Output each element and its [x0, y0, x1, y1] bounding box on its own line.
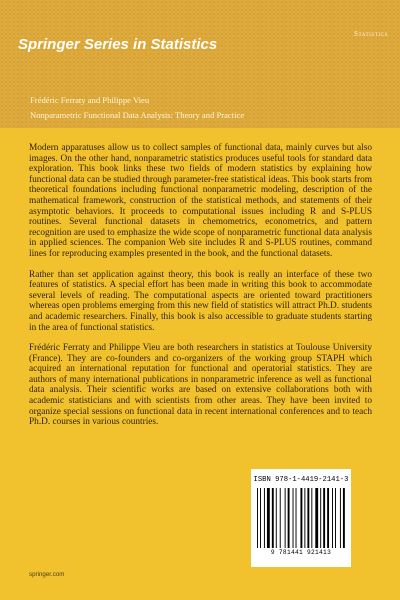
barcode-box	[251, 469, 351, 567]
paragraph: Frédéric Ferraty and Philippe Vieu are both researchers in statistics at Toulouse University (France). They are co-founders and co-organizers of the working group STAPH which acquired an international reputation for functional and operatorial statistics. They are authors of many international publications in nonparametric inference as well as functional data analysis. Their scientific works are based on extensive collaborations both with academic statisticians and with scientists from other areas. They have been invited to organize special sessions on functional data in recent international conferences and to teach Ph.D. courses in various countries.	[29, 343, 372, 428]
barcode-digits: 9 781441 921413	[270, 549, 332, 556]
publisher-url: springer.com	[29, 571, 65, 578]
barcode-icon	[257, 488, 345, 548]
book-title: Nonparametric Functional Data Analysis: Theory and Practice	[30, 110, 245, 120]
series-title: Springer Series in Statistics	[18, 36, 218, 53]
subject-label: Statistics	[354, 30, 388, 38]
back-cover-text	[29, 143, 372, 438]
authors-line: Frédéric Ferraty and Philippe Vieu	[30, 95, 150, 105]
isbn-label: ISBN 978-1-4419-2141-3	[253, 476, 349, 484]
header-band	[0, 0, 400, 128]
paragraph: Modern apparatuses allow us to collect samples of functional data, mainly curves but also images. On the other hand, nonparametric statistics produces useful tools for standard data exploration. This book links these two fields of modern statistics by explaining how functional data can be studied through parameter-free statistical ideas. This book starts from theoretical foundations including functional nonparametric modeling, description of the mathematical framework, construction of the statistical methods, and statements of their asymptotic behaviors. It proceeds to computational issues including R and S-PLUS routines. Several functional datasets in chemometrics, econometrics, and pattern recognition are used to emphasize the wide scope of nonparametric functional data analysis in applied sciences. The companion Web site includes R and S-PLUS routines, command lines for reproducing examples presented in the book, and the functional datasets.	[29, 143, 372, 259]
paragraph: Rather than set application against theory, this book is really an interface of these two features of statistics. A special effort has been made in writing this book to accommodate several levels of reading. The computational aspects are oriented toward practitioners whereas open problems emerging from this new field of statistics will attract Ph.D. students and academic researchers. Finally, this book is also accessible to graduate students starting in the area of functional statistics.	[29, 269, 372, 333]
